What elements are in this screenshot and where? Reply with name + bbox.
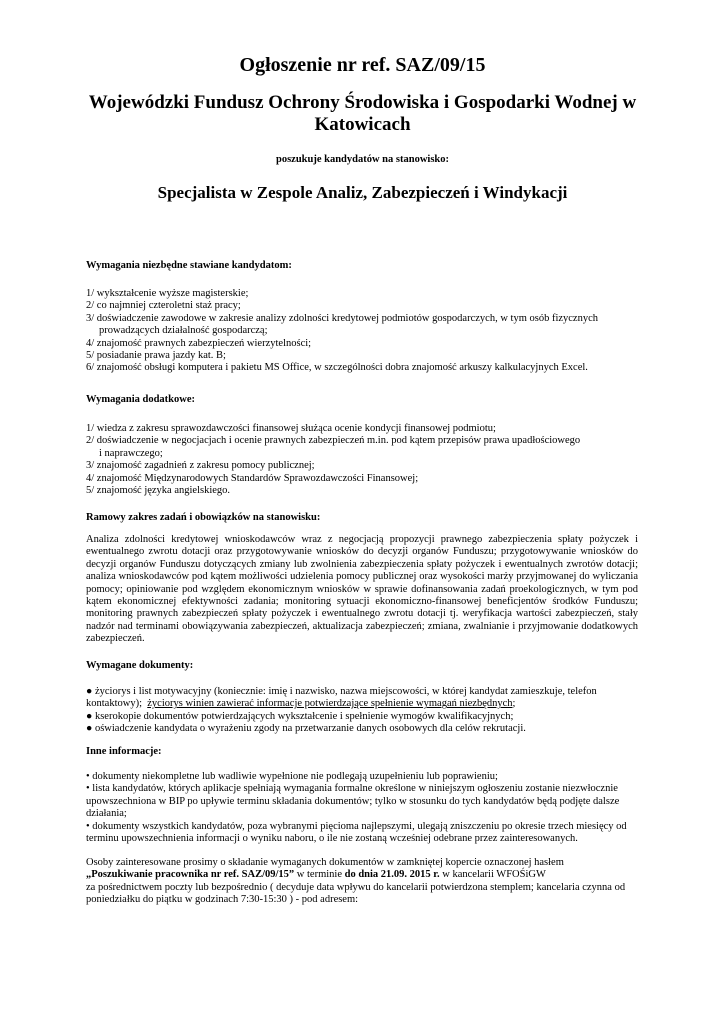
tasks-paragraph: Analiza zdolności kredytowej wnioskodawców wraz z negocjacją propozycji prawnego zabezpieczenia spłaty pożyczek i ewentualnego zwrotu dotacji oraz przygotowywanie wniosków do decyzji organów Funduszu; przygotowywanie wniosków do decyzji organów Funduszu dotyczących zmiany lub zwolnienia zabezpieczenia spłaty pożyczek i ewentualnych zwrotów dotacji; analiza wnioskodawców pod kątem możliwości udzielenia pomocy publicznej oraz wysokości marży przyjmowanej do wyliczania pomocy; opiniowanie pod względem ekonomicznym wniosków w sprawie dofinansowania zadań proekologicznych, w tym pod kątem ekonomicznej efektywności zadania; monitoring sytuacji ekonomiczno-finansowej beneficjentów środków Funduszu; monitoring prawnych zabezpieczeń spłaty pożyczek i ewentualnego zwrotu dotacji tj. weryfikacja wartości zabezpieczeń, stały nadzór nad terminami obowiązywania zabezpieczeń, aktualizacja zabezpieczeń; zmiana, zwalnianie i przyjmowanie dodatkowych zabezpieczeń. bbox=[86, 534, 638, 645]
closing-paragraph bbox=[86, 857, 638, 907]
other-info-item: • dokumenty wszystkich kandydatów, poza wybranymi pięcioma najlepszymi, ulegają zniszczeniu po okresie trzech miesięcy od terminu upowszechnienia informacji o wyniku naboru, o ile nie zostaną wcześniej odebrane przez zainteresowanych. bbox=[86, 820, 627, 845]
seeking-subtitle: poszukuje kandydatów na stanowisko: bbox=[275, 154, 449, 165]
other-info-list bbox=[86, 771, 638, 845]
other-info-item: • dokumenty niekompletne lub wadliwie wypełnione nie podlegają uzupełnieniu lub poprawieniu; bbox=[86, 771, 498, 782]
closing-term-label: w terminie bbox=[294, 869, 345, 881]
additional-item: 1/ wiedza z zakresu sprawozdawczości finansowej służąca ocenie kondycji finansowej podmiotu; bbox=[86, 423, 496, 434]
organization-name: Wojewódzki Fundusz Ochrony Środowiska i Gospodarki Wodnej w Katowicach bbox=[88, 92, 637, 135]
closing-password: „Poszukiwanie pracownika nr ref. SAZ/09/15” bbox=[86, 869, 295, 881]
additional-item: 3/ znajomość zagadnień z zakresu pomocy publicznej; bbox=[86, 460, 315, 472]
document-item-cv-end: ; bbox=[512, 698, 516, 710]
required-heading: Wymagania niezbędne stawiane kandydatom: bbox=[86, 260, 292, 271]
additional-item: 5/ znajomość języka angielskiego. bbox=[86, 485, 231, 497]
position-title: Specjalista w Zespole Analiz, Zabezpieczeń i Windykacji bbox=[157, 183, 568, 202]
required-item: 5/ posiadanie prawa jazdy kat. B; bbox=[86, 350, 226, 362]
documents-heading: Wymagane dokumenty: bbox=[86, 660, 194, 671]
closing-deadline: do dnia 21.09. 2015 r. bbox=[344, 869, 440, 881]
document-item-cv bbox=[86, 686, 638, 711]
closing-line-1: Osoby zainteresowane prosimy o składanie wymaganych dokumentów w zamkniętej kopercie oznaczonej hasłem bbox=[86, 857, 564, 868]
closing-office: w kancelarii WFOŚiGW bbox=[439, 869, 546, 881]
announcement-ref-title: Ogłoszenie nr ref. SAZ/09/15 bbox=[239, 54, 486, 76]
tasks-heading: Ramowy zakres zadań i obowiązków na stanowisku: bbox=[86, 512, 321, 523]
document-item-cv-text: ● życiorys i list motywacyjny (koniecznie: imię i nazwisko, nazwa miejscowości, w której kandydat zamieszkuje, telefon kontaktowy); bbox=[86, 686, 597, 710]
closing-line-3: za pośrednictwem poczty lub bezpośrednio ( decyduje data wpływu do kancelarii potwierdzona stemplem; kancelaria czynna od poniedziałku do piątku w godzinach 7:30-15:30 ) - pod adresem: bbox=[86, 881, 626, 906]
document-item-copies: ● kserokopie dokumentów potwierdzających wykształcenie i spełnienie wymogów kwalifikacyjnych; bbox=[86, 710, 514, 722]
required-item: 4/ znajomość prawnych zabezpieczeń wierzytelności; bbox=[86, 337, 312, 349]
additional-item: 4/ znajomość Międzynarodowych Standardów Sprawozdawczości Finansowej; bbox=[86, 472, 419, 484]
required-item: 1/ wykształcenie wyższe magisterskie; bbox=[86, 288, 249, 299]
documents-list bbox=[86, 686, 638, 736]
document-item-consent: ● oświadczenie kandydata o wyrażeniu zgody na przetwarzanie danych osobowych dla celów rekrutacji. bbox=[86, 723, 526, 735]
additional-item-continuation: i naprawczego; bbox=[99, 447, 163, 459]
required-item: 6/ znajomość obsługi komputera i pakietu MS Office, w szczególności dobra znajomość arkuszy kalkulacyjnych Excel. bbox=[86, 362, 588, 374]
additional-heading: Wymagania dodatkowe: bbox=[86, 394, 195, 405]
additional-list bbox=[86, 423, 638, 497]
required-item-continuation: prowadzących działalność gospodarczą; bbox=[99, 325, 268, 337]
required-list bbox=[86, 288, 638, 375]
additional-item: 2/ doświadczenie w negocjacjach i ocenie prawnych zabezpieczeń m.in. pod kątem przepisów prawa upadłościowego bbox=[86, 435, 581, 447]
document-item-cv-note: życiorys winien zawierać informacje potwierdzające spełnienie wymagań niezbędnych bbox=[147, 698, 513, 710]
required-item: 2/ co najmniej czteroletni staż pracy; bbox=[86, 300, 241, 312]
other-info-item: • lista kandydatów, których aplikacje spełniają wymagania formalne określone w niniejszym ogłoszeniu zostanie niezwłocznie upowszechniona w BIP po upływie terminu składania dokumentów; tylko w stosunku do tych kandydatów będą podjęte dalsze działania; bbox=[86, 783, 620, 820]
other-info-heading: Inne informacje: bbox=[86, 746, 162, 757]
closing-line-2 bbox=[86, 869, 638, 881]
required-item: 3/ doświadczenie zawodowe w zakresie analizy zdolności kredytowej podmiotów gospodarczych, w tym osób fizycznych bbox=[86, 312, 599, 324]
